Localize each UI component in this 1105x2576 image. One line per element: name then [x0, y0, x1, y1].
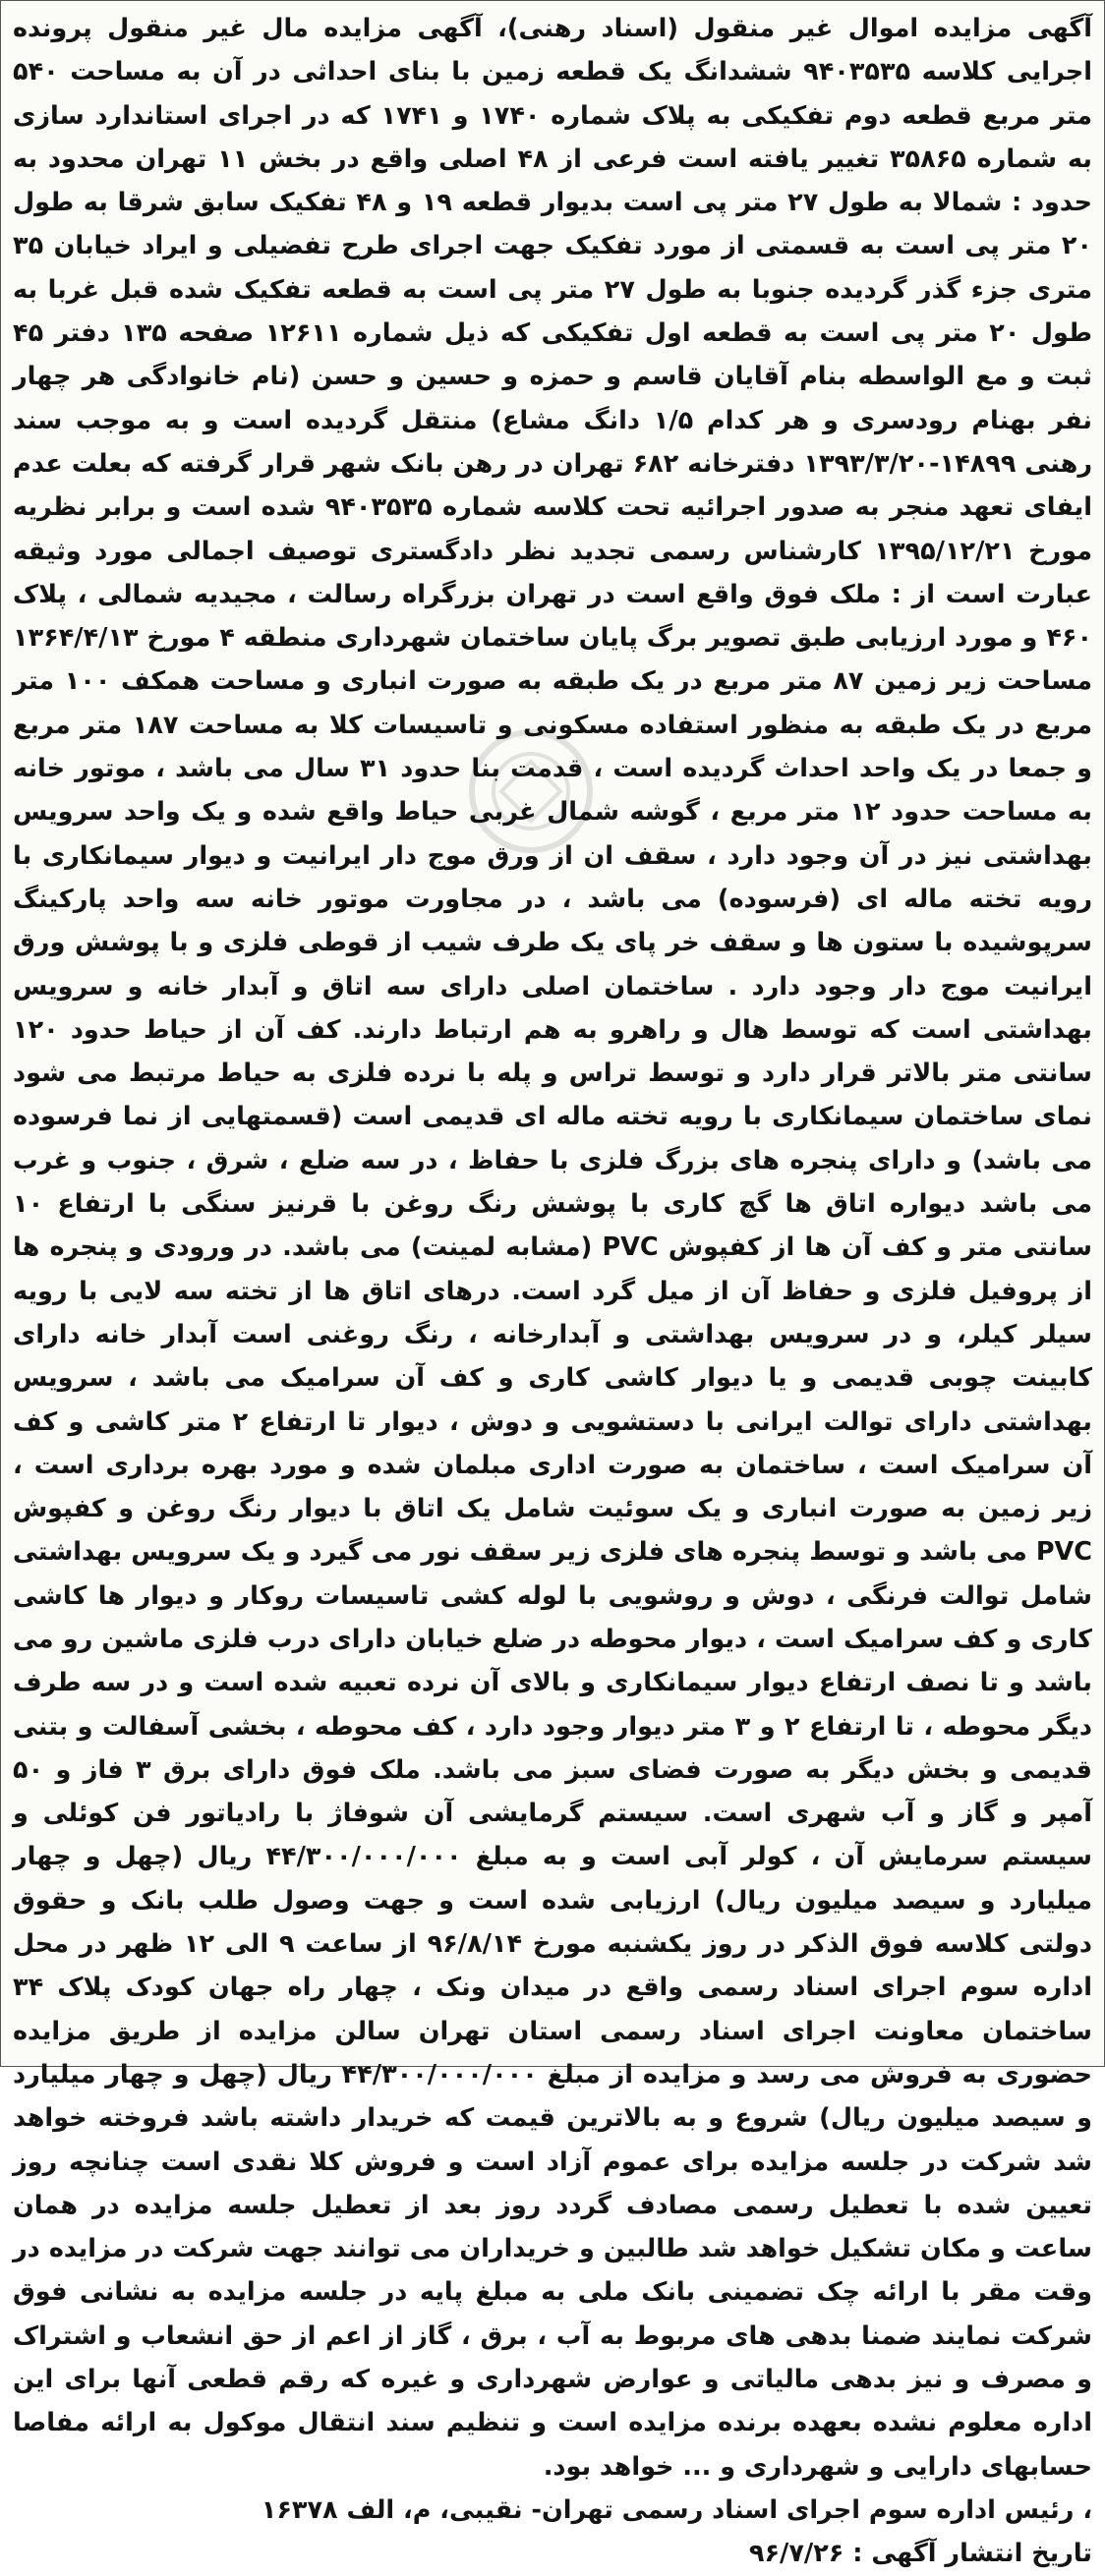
publication-date-line [13, 2532, 1092, 2575]
publication-date-label: تاریخ انتشار آگهی : [852, 2539, 1092, 2569]
publication-date-value: ۹۶/۷/۲۶ [748, 2539, 844, 2569]
notice-body: آگهی مزایده اموال غیر منقول (اسناد رهنی)، آگهی مزایده مال غیر منقول پرونده اجرایی کلاسه ۹۴۰۳۵۳۵ ششدانگ یک قطعه زمین با بنای احداثی در آن به مساحت ۵۴۰ متر مربع قطعه دوم تفکیکی به پلاک شماره ۱۷۴۰ و ۱۷۴۱ که در اجرای استاندارد سازی به شماره ۳۵۸۶۵ تغییر یافته است فرعی از ۴۸ اصلی واقع در بخش ۱۱ تهران محدود به حدود : شمالا به طول ۲۷ متر پی است بدیوار قطعه ۱۹ و ۴۸ تفکیک سابق شرقا به طول ۲۰ متر پی است به قسمتی از مورد تفکیک جهت اجرای طرح تفضیلی و ایراد خیابان ۳۵ متری جزء گذر گردیده جنوبا به طول ۲۷ متر پی است به قطعه تفکیک شده قبل غربا به طول ۲۰ متر پی است به قطعه اول تفکیکی که ذیل شماره ۱۲۶۱۱ صفحه ۱۳۵ دفتر ۴۵ ثبت و مع الواسطه بنام آقایان قاسم و حمزه و حسین و حسن (نام خانوادگی هر چهار نفر بهنام رودسری و هر کدام ۱/۵ دانگ مشاع) منتقل گردیده است و به موجب سند رهنی ۱۴۸۹۹-۱۳۹۳/۳/۲۰ دفترخانه ۶۸۲ تهران در رهن بانک شهر قرار گرفته که بعلت عدم ایفای تعهد منجر به صدور اجرائیه تحت کلاسه شماره ۹۴۰۳۵۳۵ شده است و برابر نظریه مورخ ۱۳۹۵/۱۲/۲۱ کارشناس رسمی تجدید نظر دادگستری توصیف اجمالی مورد وثیقه عبارت است از : ملک فوق واقع است در تهران بزرگراه رسالت ، مجیدیه شمالی ، پلاک ۴۶۰ و مورد ارزیابی طبق تصویر برگ پایان ساختمان شهرداری منطقه ۴ مورخ ۱۳۶۴/۴/۱۳ مساحت زیر زمین ۸۷ متر مربع در یک طبقه به صورت انباری و مساحت همکف ۱۰۰ متر مربع در یک طبقه به منظور استفاده مسکونی و تاسیسات کلا به مساحت ۱۸۷ متر مربع و جمعا در یک واحد احداث گردیده است ، قدمت بنا حدود ۳۱ سال می باشد ، موتور خانه به مساحت حدود ۱۲ متر مربع ، گوشه شمال غربی حیاط واقع شده و یک واحد سرویس بهداشتی نیز در آن وجود دارد ، سقف ان از ورق موج دار ایرانیت و دیوار سیمانکاری با رویه تخته ماله ای (فرسوده) می باشد ، در مجاورت موتور خانه سه واحد پارکینگ سرپوشیده با ستون ها و سقف خر پای یک طرف شیب از قوطی فلزی و با پوشش ورق ایرانیت موج دار وجود دارد . ساختمان اصلی دارای سه اتاق و آبدار خانه و سرویس بهداشتی است که توسط هال و راهرو به هم ارتباط دارند. کف آن از حیاط حدود ۱۲۰ سانتی متر بالاتر قرار دارد و توسط تراس و پله با نرده فلزی به حیاط مرتبط می شود نمای ساختمان سیمانکاری با رویه تخته ماله ای قدیمی است (قسمتهایی از نما فرسوده می باشد) و دارای پنجره های بزرگ فلزی با حفاظ ، در سه ضلع ، شرق ، جنوب و غرب می باشد دیواره اتاق ها گچ کاری با پوشش رنگ روغن با قرنیز سنگی با ارتفاع ۱۰ سانتی متر و کف آن ها از کفپوش PVC (مشابه لمینت) می باشد. در ورودی و پنجره ها از پروفیل فلزی و حفاظ آن از میل گرد است. درهای اتاق ها از تخته سه لایی با رویه سیلر کیلر، و در سرویس بهداشتی و آبدارخانه ، رنگ روغنی است آبدار خانه دارای کابینت چوبی قدیمی و یا دیوار کاشی کاری و کف آن سرامیک می باشد ، سرویس بهداشتی دارای توالت ایرانی با دستشویی و دوش ، دیوار تا ارتفاع ۲ متر کاشی و کف آن سرامیک است ، ساختمان به صورت اداری مبلمان شده و مورد بهره برداری است ، زیر زمین به صورت انباری و یک سوئیت شامل یک اتاق با دیوار رنگ روغن و کفپوش PVC می باشد و توسط پنجره های فلزی زیر سقف نور می گیرد و یک سرویس بهداشتی شامل توالت فرنگی ، دوش و روشویی با لوله کشی تاسیسات روکار و دیوار ها کاشی کاری و کف سرامیک است ، دیوار محوطه در ضلع خیابان دارای درب فلزی ماشین رو می باشد و تا نصف ارتفاع دیوار سیمانکاری و بالای آن نرده تعبیه شده است و در سه طرف دیگر محوطه ، تا ارتفاع ۲ و ۳ متر دیوار وجود دارد ، کف محوطه ، بخشی آسفالت و بتنی قدیمی و بخش دیگر به صورت فضای سبز می باشد. ملک فوق دارای برق ۳ فاز و ۵۰ آمپر و گاز و آب شهری است. سیستم گرمایشی آن شوفاژ با رادیاتور فن کوئلی و سیستم سرمایش آن ، کولر آبی است و به مبلغ ۴۴/۳۰۰/۰۰۰/۰۰۰ ریال (چهل و چهار میلیارد و سیصد میلیون ریال) ارزیابی شده است و جهت وصول طلب بانک و حقوق دولتی کلاسه فوق الذکر در روز یکشنبه مورخ ۹۶/۸/۱۴ از ساعت ۹ الی ۱۲ ظهر در محل اداره سوم اجرای اسناد رسمی واقع در میدان ونک ، چهار راه جهان کودک پلاک ۳۴ ساختمان معاونت اجرای اسناد رسمی استان تهران سالن مزایده از طریق مزایده حضوری به فروش می رسد و مزایده از مبلغ ۴۴/۳۰۰/۰۰۰/۰۰۰ ریال (چهل و چهار میلیارد و سیصد میلیون ریال) شروع و به بالاترین قیمت که خریدار داشته باشد فروخته خواهد شد شرکت در جلسه مزایده برای عموم آزاد است و فروش کلا نقدی است چنانچه روز تعیین شده با تعطیل رسمی مصادف گردد روز بعد از تعطیل جلسه مزایده در همان ساعت و مکان تشکیل خواهد شد طالبین و خریداران می توانند جهت شرکت در مزایده در وقت مقر با ارائه چک تضمینی بانک ملی به مبلغ پایه در جلسه مزایده به نشانی فوق شرکت نمایند ضمنا بدهی های مربوط به آب ، برق ، گاز از اعم از حق انشعاب و اشتراک و مصرف و نیز بدهی مالیاتی و عوارض شهرداری و غیره که رقم قطعی آنها برای این اداره معلوم نشده بعهده برنده مزایده است و تنظیم سند انتقال موکول به ارائه مفاصا حسابهای دارایی و شهرداری و ... خواهد بود. [13, 14, 1093, 2482]
notice-signature: ، رئیس اداره سوم اجرای اسناد رسمی تهران- نقیبی، م، الف ۱۶۳۷۸ [261, 2494, 1092, 2525]
